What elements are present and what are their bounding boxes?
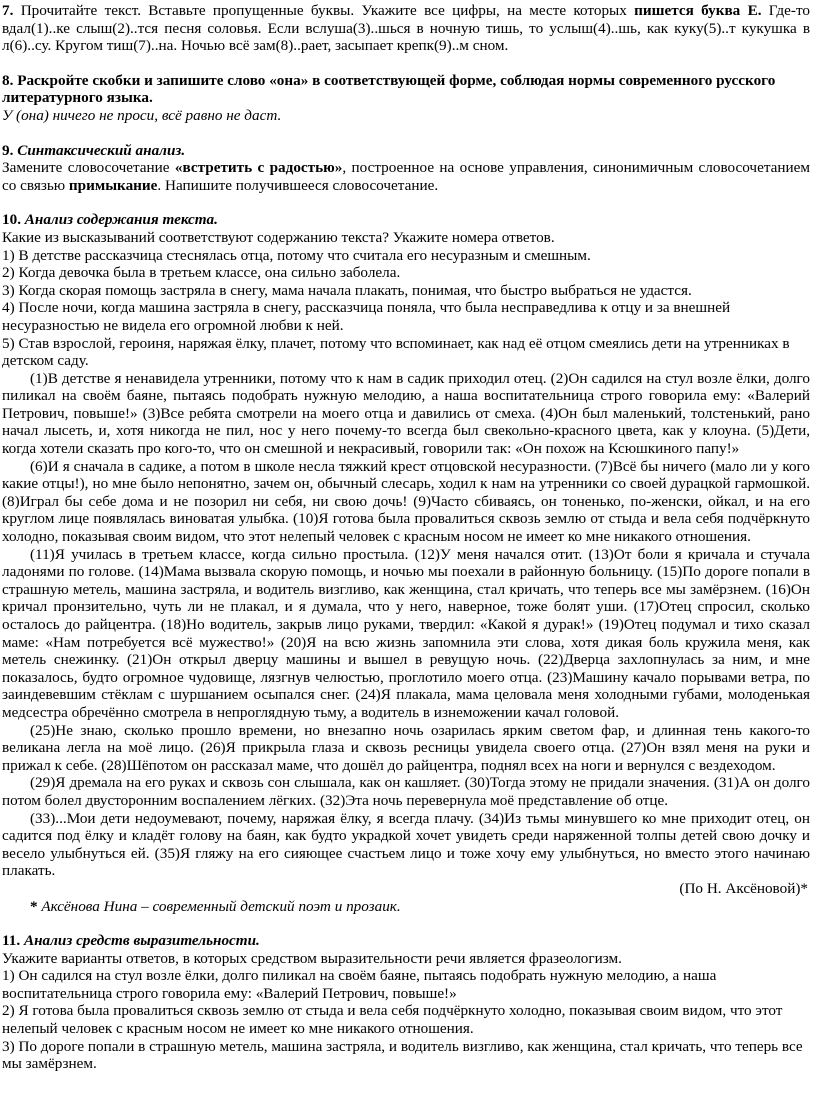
option-text: Я готова была провалиться сквозь землю от стыда и вела себя подчёркнуто холодно, показывая своим видом, что этот нелепый человек с красным носом не имеет ко мне никакого отношения. [2, 1002, 783, 1038]
list-item [2, 1038, 810, 1073]
task-7-intro: Прочитайте текст. Вставьте пропущенные буквы. Укажите все цифры, на месте которых [20, 2, 627, 19]
task-8-title: Раскройте скобки и запишите слово «она» в соответствующей форме, соблюдая нормы современного русского литературного языка. [2, 71, 776, 107]
footnote-mark: * [30, 897, 38, 915]
story-paragraph: (6)И я сначала в садике, а потом в школе несла тяжкий крест отцовской несуразности. (7)Всё бы ничего (мало ли у кого какие отцы!), но мне было непонятно, зачем он, обычный слесарь, ходил к нам на утренники со своей дурацкой гармошкой. (8)Играл бы себе дома и не позорил ни себя, ни свою дочь! (9)Часто сбиваясь, он тоненько, по-женски, ойкал, и на его круглом лице появлялась виноватая улыбка. (10)Я готова была провалиться сквозь землю от стыда и вела себя подчёркнуто холодно, показывая своим видом, что этот нелепый человек с красным носом не имеет ко мне никакого отношения. [2, 457, 810, 546]
task-7-number: 7. [2, 2, 14, 19]
story-paragraph: (11)Я училась в третьем классе, когда сильно простыла. (12)У меня начался отит. (13)От боли я кричала и стучала ладонями по голове. (14)Мама вызвала скорую помощь, и ночью мы поехали в районную больницу. (15)По дороге попали в страшную метель, машина застряла, и водитель визгливо, как женщина, стал кричать, что теперь все мы замёрзнем. (16)Он кричал пронзительно, чуть ли не плакал, и я думала, что у него, наверное, тоже болят уши. (17)Отец спросил, сколько осталось до райцентра. (18)Но водитель, закрыв лицо руками, твердил: «Какой я дурак!» (19)Отец подумал и тихо сказал маме: «Нам потребуется всё мужество!» (20)Я на всю жизнь запомнила эти слова, хотя дикая боль кружила меня, как метель снежинку. (21)Он открыл дверцу машины и вышел в ревущую ночь. (22)Дверца захлопнулась за ним, и мне показалось, будто огромное чудовище, лязгнув челюстью, проглотило моего отца. (23)Машину качало порывами ветра, по заиндевевшим стёклам с шуршанием осыпался снег. (24)Я плакала, мама целовала меня холодными губами, молоденькая медсестра обречённо смотрела в непроглядную тьму, а водитель в изнеможении качал головой. [2, 545, 810, 721]
option-text: Он садился на стул возле ёлки, долго пиликал на своём баяне, пытаясь подобрать нужную мелодию, а наша воспитательница строго говорила ему: «Валерий Петрович, повыше!» [2, 967, 717, 1002]
task-7-intro-bold: пишется буква Е. [634, 2, 762, 19]
story-text [2, 370, 810, 915]
task-8-number: 8. [2, 71, 14, 89]
option-number: 1) [2, 967, 15, 985]
story-source: (По Н. Аксёновой)* [679, 879, 808, 897]
task-10-number: 10. [2, 211, 21, 229]
option-text: Когда девочка была в третьем классе, она сильно заболела. [18, 264, 401, 282]
task-9-link-type: примыкание [68, 176, 158, 194]
option-text: В детстве рассказчица стеснялась отца, потому что считала его несуразным и смешным. [18, 246, 591, 264]
task-10-question: Какие из высказываний соответствуют содержанию текста? Укажите номера ответов. [2, 228, 555, 246]
task-9 [2, 142, 810, 195]
task-11 [2, 932, 810, 1073]
option-number: 1) [2, 246, 15, 264]
option-number: 4) [2, 299, 15, 317]
task-9-number: 9. [2, 141, 14, 159]
footnote-text: Аксёнова Нина – современный детский поэт и прозаик. [41, 897, 401, 915]
option-number: 2) [2, 1002, 15, 1020]
story-paragraph: (29)Я дремала на его руках и сквозь сон слышала, как он кашляет. (30)Тогда этому не придали значения. (31)А он долго потом болел двусторонним воспалением лёгких. (32)Эта ночь перевернула моё представление об отце. [2, 774, 810, 809]
list-item [2, 264, 810, 282]
task-9-text-3: . Напишите получившееся словосочетание. [157, 176, 439, 194]
task-9-text-2: , построенное на основе управления, синонимичным словосочетанием со связью [2, 159, 810, 194]
footnote [2, 898, 810, 916]
task-11-number: 11. [2, 932, 21, 950]
task-11-question: Укажите варианты ответов, в которых средством выразительности речи является фразеологизм. [2, 949, 622, 967]
option-text: По дороге попали в страшную метель, машина застряла, и водитель визгливо, как женщина, стал кричать, что теперь все мы замёрзнем. [2, 1037, 803, 1073]
list-item [2, 335, 810, 370]
task-9-phrase: «встретить с радостью» [174, 159, 343, 177]
option-number: 3) [2, 1037, 15, 1055]
task-10-title: Анализ содержания текста. [24, 211, 218, 229]
option-text: Когда скорая помощь застряла в снегу, мама начала плакать, понимая, что быстро выбраться не удастся. [18, 281, 692, 299]
task-8-sentence: У (она) ничего не проси, всё равно не даст. [2, 106, 282, 124]
task-9-text-1: Замените словосочетание [2, 159, 170, 177]
story-paragraph: (1)В детстве я ненавидела утренники, потому что к нам в садик приходил отец. (2)Он садился на стул возле ёлки, долго пиликал на своём баяне, пытаясь подобрать нужную мелодию, а наша воспитательница строго говорила ему: «Валерий Петрович, повыше!» (3)Все ребята смотрели на моего отца и давились от смеха. (4)Он был маленький, толстенький, рано начал лысеть, и, хотя никогда не пил, нос у него почему-то всегда был свекольно-красного цвета, как у клоуна. (5)Дети, когда хотели сказать про кого-то, что он смешной и некрасивый, говорили так: «Он похож на Ксюшкиного папу!» [2, 369, 810, 458]
task-11-title: Анализ средств выразительности. [23, 932, 260, 950]
list-item [2, 1002, 810, 1037]
option-number: 3) [2, 281, 15, 299]
task-8 [2, 72, 810, 125]
story-paragraph: (25)Не знаю, сколько прошло времени, но внезапно ночь озарилась ярким светом фар, и длинная тень какого-то великана легла на моё лицо. (26)Я прикрыла глаза и сквозь ресницы увидела своего отца. (27)Он взял меня на руки и прижал к себе. (28)Шёпотом он рассказал маме, что дошёл до райцентра, поднял всех на ноги и вернулся с вездеходом. [2, 721, 810, 774]
task-7 [2, 2, 810, 55]
option-text: Став взрослой, героиня, наряжая ёлку, плачет, потому что вспоминает, как над её отцом смеялись дети на утренниках в детском саду. [2, 334, 790, 370]
list-item [2, 967, 810, 1002]
task-10 [2, 211, 810, 369]
option-text: После ночи, когда машина застряла в снегу, рассказчица поняла, что была несправедлива к отцу и за внешней несуразностью не видела его огромной любви к ней. [2, 299, 731, 334]
list-item [2, 299, 810, 334]
task-9-title: Синтаксический анализ. [17, 141, 186, 159]
list-item [2, 247, 810, 265]
option-number: 2) [2, 264, 15, 282]
task-7-text: Где-то вдал(1)..ке слыш(2)..тся песня соловья. Если вслуша(3)..шься в ночную тишь, то услыш(4)..шь, как куку(5)..т кукушка в л(6)..су. Кругом тиш(7)..на. Ночью всё зам(8)..рает, засыпает крепк(9)..м сном. [2, 2, 810, 55]
story-paragraph: (33)...Мои дети недоумевают, почему, наряжая ёлку, я всегда плачу. (34)Из тьмы минувшего ко мне приходит отец, он садится под ёлку и кладёт голову на баян, как будто украдкой хочет увидеть среди наряженной толпы детей свою дочку и весело улыбнуться ей. (35)Я гляжу на его сияющее счастьем лицо и тоже хочу ему улыбнуться, но вместо этого начинаю плакать. [2, 809, 810, 880]
option-number: 5) [2, 334, 15, 352]
list-item [2, 282, 810, 300]
